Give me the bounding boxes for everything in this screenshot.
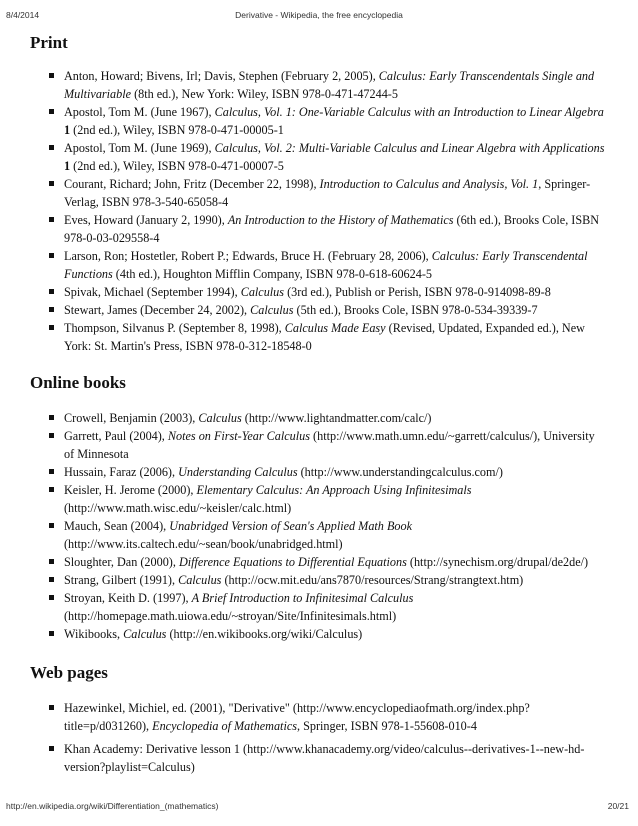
print-date: 8/4/2014 (6, 10, 40, 20)
reference-link[interactable]: (http://homepage.math.uiowa.edu/~stroyan/Site/Infinitesimals.html) (64, 609, 397, 623)
work-title[interactable]: Unabridged Version of Sean's Applied Math Book (169, 519, 412, 533)
reference-link[interactable]: (http://www.lightandmatter.com/calc/) (241, 411, 432, 425)
work-title[interactable]: Calculus, Vol. 2: Multi-Variable Calculus and Linear Algebra with Applications (214, 141, 605, 155)
reference-item: Mauch, Sean (2004), Unabridged Version of Sean's Applied Math Book (http://www.its.caltech.edu/~sean/book/unabridged.html) (64, 517, 606, 553)
page-url: http://en.wikipedia.org/wiki/Differentiation_(mathematics) (6, 801, 219, 811)
reference-link[interactable]: (http://synechism.org/drupal/de2de/) (406, 555, 589, 569)
work-title[interactable]: Calculus (123, 627, 167, 641)
reference-item: Crowell, Benjamin (2003), Calculus (http://www.lightandmatter.com/calc/) (64, 409, 606, 427)
work-title[interactable]: Calculus: Early Transcendentals Single and Multivariable (64, 69, 595, 101)
reference-item: Apostol, Tom M. (June 1967), Calculus, Vol. 1: One-Variable Calculus with an Introduction to Linear Algebra 1 (2nd ed.), Wiley, ISBN 978-0-471-00005-1 (64, 103, 606, 139)
work-title[interactable]: Calculus Made Easy (284, 321, 386, 335)
online-books-list (64, 409, 606, 643)
work-title[interactable]: Calculus (250, 303, 294, 317)
print-references-list (64, 67, 606, 355)
reference-item: Wikibooks, Calculus (http://en.wikibooks.org/wiki/Calculus) (64, 625, 606, 643)
reference-item: Spivak, Michael (September 1994), Calculus (3rd ed.), Publish or Perish, ISBN 978-0-914098-89-8 (64, 283, 606, 301)
web-pages-list (64, 699, 606, 776)
print-title: Derivative - Wikipedia, the free encyclopedia (235, 10, 403, 20)
reference-link[interactable]: (http://www.its.caltech.edu/~sean/book/unabridged.html) (64, 537, 343, 551)
reference-item (64, 740, 606, 776)
reference-item: Larson, Ron; Hostetler, Robert P.; Edwards, Bruce H. (February 28, 2006), Calculus: Early Transcendental Functions (4th ed.), Houghton Mifflin Company, ISBN 978-0-618-60624-5 (64, 247, 606, 283)
reference-item: Apostol, Tom M. (June 1969), Calculus, Vol. 2: Multi-Variable Calculus and Linear Algebra with Applications 1 (2nd ed.), Wiley, ISBN 978-0-471-00007-5 (64, 141, 605, 173)
reference-item: Anton, Howard; Bivens, Irl; Davis, Stephen (February 2, 2005), Calculus: Early Transcendentals Single and Multivariable (8th ed.), New York: Wiley, ISBN 978-0-471-47244-5 (64, 67, 606, 103)
page-footer (0, 801, 638, 813)
page-header (0, 10, 638, 22)
reference-link[interactable]: (http://www.math.wisc.edu/~keisler/calc.html) (64, 501, 292, 515)
reference-item: Stroyan, Keith D. (1997), A Brief Introduction to Infinitesimal Calculus (http://homepage.math.uiowa.edu/~stroyan/Site/Infinitesimals.html) (64, 589, 606, 625)
work-title[interactable]: Difference Equations to Differential Equations (178, 555, 407, 569)
work-title[interactable]: Notes on First-Year Calculus (167, 429, 310, 443)
reference-item: Keisler, H. Jerome (2000), Elementary Calculus: An Approach Using Infinitesimals (http://www.math.wisc.edu/~keisler/calc.html) (64, 481, 606, 517)
work-title[interactable]: Calculus (240, 285, 285, 299)
work-title[interactable]: Calculus: Early Transcendental Functions (64, 249, 588, 281)
reference-item: Sloughter, Dan (2000), Difference Equations to Differential Equations (http://synechism.org/drupal/de2de/) (64, 553, 606, 571)
work-title[interactable]: Encyclopedia of Mathematics (152, 719, 297, 733)
reference-item: Hussain, Faraz (2006), Understanding Calculus (http://www.understandingcalculus.com/) (64, 463, 606, 481)
section-heading-print: Print (30, 33, 68, 52)
work-title[interactable]: Elementary Calculus: An Approach Using Infinitesimals (196, 483, 472, 497)
section-heading-web-pages: Web pages (30, 663, 108, 682)
reference-item: Thompson, Silvanus P. (September 8, 1998), Calculus Made Easy (Revised, Updated, Expanded ed.), New York: St. Martin's Press, ISBN 978-0-312-18548-0 (64, 319, 606, 355)
reference-item: Hazewinkel, Michiel, ed. (2001), "Derivative" (http://www.encyclopediaofmath.org/index.php?title=p/d031260), Encyclopedia of Mathematics, Springer, ISBN 978-1-55608-010-4 (64, 699, 606, 735)
reference-link[interactable]: Hazewinkel, Michiel, ed. (2001), "Derivative" (http://www.encyclopediaofmath.org/index.php?title=p/d031260), (64, 701, 530, 733)
reference-link[interactable]: (http://www.math.umn.edu/~garrett/calculus/), University of Minnesota (64, 429, 595, 461)
reference-link[interactable]: (http://www.understandingcalculus.com/) (297, 465, 503, 479)
reference-link[interactable]: (http://ocw.mit.edu/ans7870/resources/Strang/strangtext.htm) (221, 573, 524, 587)
reference-item: Garrett, Paul (2004), Notes on First-Year Calculus (http://www.math.umn.edu/~garrett/calculus/), University of Minnesota (64, 427, 606, 463)
work-title[interactable]: Calculus, Vol. 1: One-Variable Calculus with an Introduction to Linear Algebra (214, 105, 604, 119)
work-title[interactable]: Introduction to Calculus and Analysis, Vol. 1 (319, 177, 539, 191)
reference-item: Stewart, James (December 24, 2002), Calculus (5th ed.), Brooks Cole, ISBN 978-0-534-39339-7 (64, 301, 606, 319)
work-title[interactable]: Calculus (198, 411, 242, 425)
work-title[interactable]: Calculus (178, 573, 222, 587)
reference-link[interactable]: Khan Academy: Derivative lesson 1 (http://www.khanacademy.org/video/calculus--derivatives-1--new-hd-version?playlist=Calculus) (64, 742, 585, 774)
reference-item: Courant, Richard; John, Fritz (December 22, 1998), Introduction to Calculus and Analysis, Vol. 1, Springer-Verlag, ISBN 978-3-540-65058-4 (64, 175, 606, 211)
work-title[interactable]: Understanding Calculus (178, 465, 298, 479)
page-number: 20/21 (607, 801, 629, 811)
reference-item: Eves, Howard (January 2, 1990), An Introduction to the History of Mathematics (6th ed.), Brooks Cole, ISBN 978-0-03-029558-4 (64, 211, 606, 247)
reference-link[interactable]: (http://en.wikibooks.org/wiki/Calculus) (166, 627, 363, 641)
work-title[interactable]: An Introduction to the History of Mathematics (227, 213, 454, 227)
work-title[interactable]: A Brief Introduction to Infinitesimal Calculus (191, 591, 414, 605)
reference-item: Strang, Gilbert (1991), Calculus (http://ocw.mit.edu/ans7870/resources/Strang/strangtext.htm) (64, 571, 606, 589)
section-heading-online-books: Online books (30, 373, 126, 392)
